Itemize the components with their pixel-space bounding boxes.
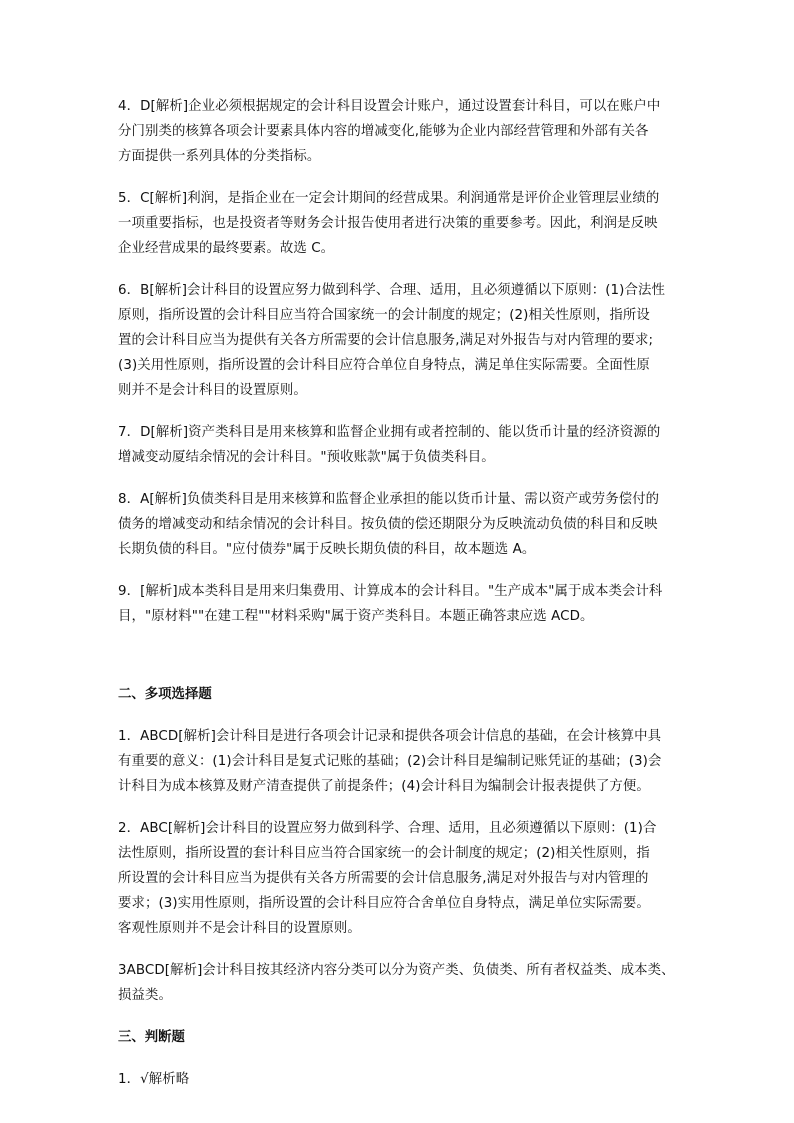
text-line: 一项重要指标，也是投资者等财务会计报告使用者进行决策的重要参考。因此，利润是反映 <box>118 216 658 231</box>
text-line: 6．B[解析]会计科目的设置应努力做到科学、合理、适用，且必须遵循以下原则：(1)合法性 <box>118 283 665 298</box>
text-line: 债务的增减变动和结余情况的会计科目。按负债的偿还期限分为反映流动负债的科目和反映 <box>118 517 658 532</box>
text-line: 企业经营成果的最终要素。故选 C。 <box>118 241 335 256</box>
text-line: 置的会计科目应当为提供有关各方所需要的会计信息服务,满足对外报告与对内管理的要求; <box>118 333 654 348</box>
section-heading-multiple-choice: 二、多项选择题 <box>118 687 212 702</box>
text-line: 7．D[解析]资产类科目是用来核算和监督企业拥有或者控制的、能以货币计量的经济资源的 <box>118 425 661 440</box>
text-line: 8．A[解析]负债类科目是用来核算和监督企业承担的能以货币计量、需以资产或劳务偿付的 <box>118 492 660 507</box>
text-line: 原则，指所设置的会计科目应当符合国家统一的会计制度的规定；(2)相关性原则，指所设 <box>118 308 650 323</box>
text-line: 1．ABCD[解析]会计科目是进行各项会计记录和提供各项会计信息的基础，在会计核算中具 <box>118 729 662 744</box>
document-page <box>118 94 678 1092</box>
answer-block-8 <box>118 487 678 562</box>
text-line: 方面提供一系列具体的分类指标。 <box>118 149 321 164</box>
text-line: 增减变动厦结余情况的会计科目。"预收账款"属于负债类科目。 <box>118 450 495 465</box>
answer-paragraph <box>118 278 678 403</box>
text-line: 则并不是会计科目的设置原则。 <box>118 383 307 398</box>
answer-block-5 <box>118 186 678 261</box>
answer-paragraph <box>118 1067 678 1092</box>
answer-paragraph <box>118 724 678 799</box>
text-line: 要求；(3)实用性原则，指所设置的会计科目应符合舍单位自身特点，满足单位实际需要。 <box>118 896 650 911</box>
text-line: 2．ABC[解析]会计科目的设置应努力做到科学、合理、适用，且必须遵循以下原则：(1)合 <box>118 821 657 836</box>
answer-paragraph <box>118 487 678 562</box>
multi-answer-block-1 <box>118 724 678 799</box>
text-line: 有重要的意义：(1)会计科目是复式记账的基础；(2)会计科目是编制记账凭证的基础；(3)会 <box>118 754 662 769</box>
text-line: 所设置的会计科目应当为提供有关各方所需要的会计信息服务,满足对外报告与对内管理的 <box>118 871 649 886</box>
text-line: 长期负债的科目。"应付债券"属于反映长期负债的科目，故本题选 A。 <box>118 542 536 557</box>
text-line: (3)关用性原则，指所设置的会计科目应符合单位自身特点，满足单住实际需要。全面性原 <box>118 358 650 373</box>
text-line: 计科目为成本核算及财产清查提供了前提条件；(4)会计科目为编制会计报表提供了方便。 <box>118 779 650 794</box>
text-line: 分门别类的核算各项会计要素具体内容的增减变化,能够为企业内部经营管理和外部有关各 <box>118 124 649 139</box>
multi-answer-block-2 <box>118 816 678 941</box>
text-line: 客观性原则并不是会计科目的设置原则。 <box>118 921 361 936</box>
answer-paragraph <box>118 958 678 1008</box>
answer-paragraph <box>118 186 678 261</box>
text-line: 目，"原材料""在建工程""材料采购"属于资产类科目。本题正确答隶应选 ACD。 <box>118 609 594 624</box>
text-line: 1．√解析略 <box>118 1072 190 1087</box>
answer-block-9 <box>118 579 678 629</box>
text-line: 4．D[解析]企业必须根据规定的会计科目设置会计账户，通过设置套计科目，可以在账户中 <box>118 99 661 114</box>
answer-paragraph <box>118 816 678 941</box>
section-heading-true-false: 三、判断题 <box>118 1030 185 1045</box>
text-line: 法性原则，指所设置的套计科目应当符合国家统一的会计制度的规定；(2)相关性原则，指 <box>118 846 650 861</box>
text-line: 损益类。 <box>118 988 172 1003</box>
answer-paragraph <box>118 420 678 470</box>
text-line: 5．C[解析]利润，是指企业在一定会计期间的经营成果。利润通常是评价企业管理层业绩的 <box>118 191 660 206</box>
multi-answer-block-3 <box>118 958 678 1008</box>
text-line: 9．[解析]成本类科目是用来归集费用、计算成本的会计科目。"生产成本"属于成本类会计科 <box>118 584 663 599</box>
answer-paragraph <box>118 579 678 629</box>
answer-block-7 <box>118 420 678 470</box>
judge-answer-block-1 <box>118 1067 678 1092</box>
answer-block-6 <box>118 278 678 403</box>
answer-paragraph <box>118 94 678 169</box>
text-line: 3ABCD[解析]会计科目按其经济内容分类可以分为资产类、负债类、所有者权益类、成本类、 <box>118 963 675 978</box>
answer-block-4 <box>118 94 678 169</box>
